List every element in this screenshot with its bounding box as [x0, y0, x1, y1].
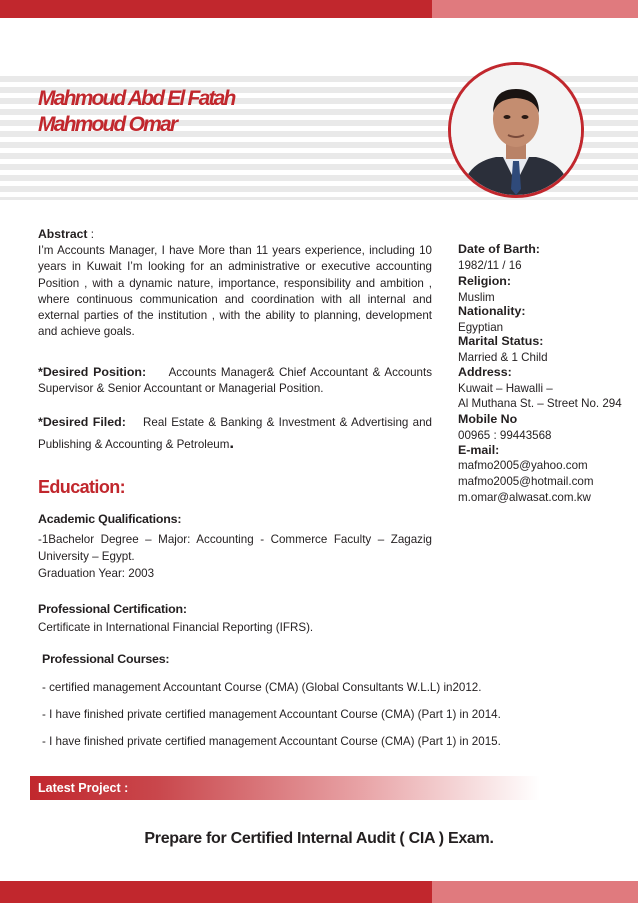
latest-project-bar [30, 776, 540, 800]
abstract-title [38, 226, 432, 243]
email-link[interactable]: m.omar@alwasat.com.kw [458, 491, 591, 504]
dob-value: 1982/11 / 16 [458, 259, 522, 272]
desired-field-text: Real Estate & Banking & Investment & Advertising and Publishing & Accounting & Petroleum [38, 416, 433, 451]
email-link[interactable]: mafmo2005@hotmail.com [458, 475, 594, 488]
address-line-1: Kuwait – Hawalli – [458, 382, 553, 395]
religion-label: Religion: [458, 274, 511, 288]
marital-value: Married & 1 Child [458, 351, 548, 364]
top-band-light [432, 0, 638, 18]
desired-field-label: *Desired Filed: [38, 415, 126, 429]
mobile-label: Mobile No [458, 412, 518, 426]
desired-field [38, 412, 432, 455]
address-line-2: Al Muthana St. – Street No. 294 [458, 397, 622, 410]
name-line-1: Mahmoud Abd El Fatah [38, 87, 235, 110]
profile-photo [448, 62, 584, 198]
marital-label: Marital Status: [458, 334, 544, 348]
abstract-label: Abstract [38, 227, 88, 241]
dob-label: Date of Barth: [458, 242, 540, 256]
name-line-2: Mahmoud Omar [38, 113, 177, 136]
desired-field-end: . [229, 433, 235, 452]
desired-position-text: Accounts Manager& Chief Accountant & Accounts Supervisor & Senior Accountant or Managerial Position. [38, 366, 433, 396]
mobile-value: 00965 : 99443568 [458, 429, 552, 442]
bottom-band-dark [0, 881, 432, 903]
academic-label: Academic Qualifications: [38, 512, 182, 526]
religion-value: Muslim [458, 291, 495, 304]
top-band-dark [0, 0, 432, 18]
nationality-value: Egyptian [458, 321, 504, 334]
address-label: Address: [458, 365, 512, 379]
bottom-band-light [432, 881, 638, 903]
nationality-label: Nationality: [458, 304, 526, 318]
abstract-colon: : [90, 228, 94, 241]
academic-text: -1Bachelor Degree – Major: Accounting - Commerce Faculty – Zagazig University – Egypt. [38, 533, 432, 563]
portrait-icon [451, 65, 581, 195]
abstract-section [38, 226, 432, 340]
course-item: - certified management Accountant Course (CMA) (Global Consultants W.L.L) in2012. [42, 681, 482, 694]
latest-project-label: Latest Project : [38, 781, 129, 795]
desired-position [38, 364, 432, 397]
latest-project-text: Prepare for Certified Internal Audit ( CIA ) Exam. [144, 830, 494, 847]
certification-label: Professional Certification: [38, 602, 187, 616]
course-item: - I have finished private certified management Accountant Course (CMA) (Part 1) in 2014. [42, 708, 501, 721]
abstract-text: I’m Accounts Manager, I have More than 11 years experience, including 10 years in Kuwait I’m looking for an administrative or executive accounting Position , with a dynamic nature, importance, responsibility and ambition , where continuous communication and coordination with all internal and external parties of the institution , with the ability to planning, development and achieve goals. [38, 244, 432, 339]
courses-label: Professional Courses: [42, 652, 170, 666]
email-link[interactable]: mafmo2005@yahoo.com [458, 459, 588, 472]
course-item: - I have finished private certified management Accountant Course (CMA) (Part 1) in 2015. [42, 735, 501, 748]
desired-position-label: *Desired Position: [38, 365, 147, 379]
certification-text: Certificate in International Financial Reporting (IFRS). [38, 621, 314, 634]
graduation-year: Graduation Year: 2003 [38, 567, 155, 580]
email-label: E-mail: [458, 443, 500, 457]
education-heading: Education: [38, 477, 125, 497]
